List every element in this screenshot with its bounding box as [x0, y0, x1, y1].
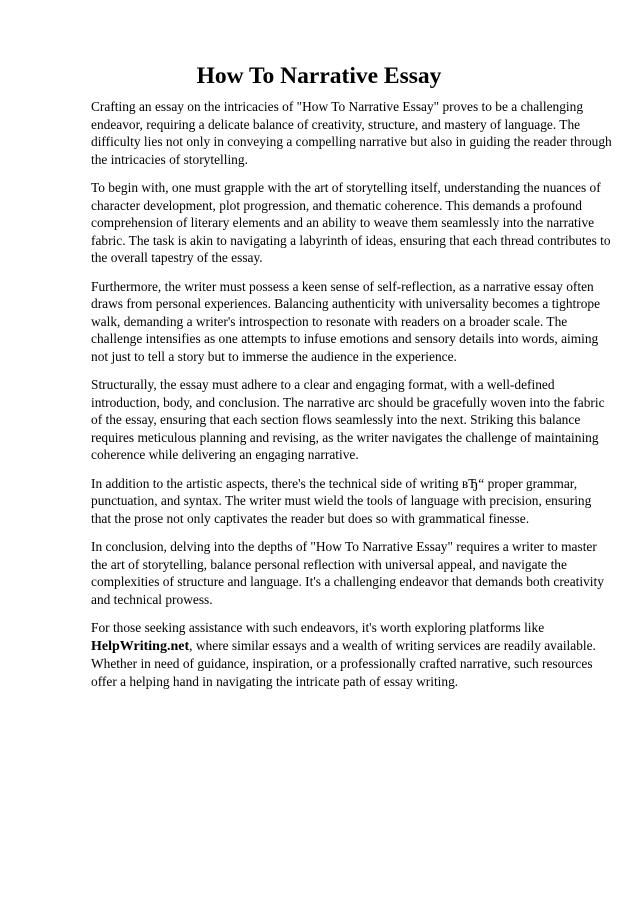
paragraph-4 [91, 376, 605, 464]
text-line: of the essay, ensuring that each section flows seamlessly into the next. Striking this balance [91, 412, 581, 427]
text-line: coherence while delivering an engaging narrative. [91, 447, 359, 462]
text-line: introduction, body, and conclusion. The narrative arc should be gracefully woven into the fabric [91, 394, 605, 410]
text-line: not just to tell a story but to immerse the audience in the experience. [91, 348, 457, 364]
text-line: and technical prowess. [91, 591, 213, 607]
paragraph-2 [91, 179, 611, 267]
text-line: Structurally, the essay must adhere to a clear and engaging format, with a well-defined [91, 377, 555, 392]
text-line: In conclusion, delving into the depths of "How To Narrative Essay" requires a writer to master [91, 539, 597, 554]
text-line: fabric. The task is akin to navigating a labyrinth of ideas, ensuring that each thread contributes to [91, 232, 611, 248]
text-line: For those seeking assistance with such endeavors, it's worth exploring platforms like [91, 620, 545, 635]
text-line: Crafting an essay on the intricacies of "How To Narrative Essay" proves to be a challenging [91, 99, 584, 114]
text-line [91, 637, 601, 656]
text-line: To begin with, one must grapple with the art of storytelling itself, understanding the nuances of [91, 180, 601, 195]
text-fragment: , where similar essays and a wealth of writing services are readily available. [189, 637, 596, 653]
paragraph-5 [91, 475, 601, 528]
text-line: walk, demanding a writer's introspection to resonate with readers on a broader scale. The [91, 313, 568, 329]
text-line: requires meticulous planning and revising, as the writer navigates the challenge of maintaining [91, 429, 599, 445]
text-line: that the prose not only captivates the reader but does so with grammatical finesse. [91, 510, 530, 526]
text-line: challenge intensifies as one attempts to infuse emotions and sensory details into words, aiming [91, 331, 599, 346]
text-line: difficulty lies not only in conveying a compelling narrative but also in guiding the reader through [91, 134, 612, 149]
text-line: complexities of structure and language. It's a challenging endeavor that demands both creativity [91, 574, 604, 589]
text-line: the art of storytelling, balance personal reflection with universal appeal, and navigate the [91, 556, 567, 572]
paragraph-6 [91, 538, 604, 608]
text-line: Furthermore, the writer must possess a keen sense of self-reflection, as a narrative essay often [91, 278, 594, 294]
text-line: draws from personal experiences. Balancing authenticity with universality becomes a tightrope [91, 296, 601, 311]
paragraph-3 [91, 278, 601, 366]
helpwriting-link[interactable]: HelpWriting.net [91, 638, 190, 654]
text-line: Whether in need of guidance, inspiration, or a professionally crafted narrative, such resources [91, 656, 593, 671]
paragraph-7 [91, 619, 601, 690]
text-line: character development, plot progression, and thematic coherence. This demands a profound [91, 197, 582, 213]
text-line: the overall tapestry of the essay. [91, 250, 263, 265]
document-body [91, 98, 612, 701]
text-line: the intricacies of storytelling. [91, 151, 248, 167]
paragraph-1 [91, 98, 612, 168]
text-line: In addition to the artistic aspects, there's the technical side of writing вЂ“ proper grammar, [91, 475, 578, 491]
document-title: How To Narrative Essay [196, 63, 442, 89]
text-line: offer a helping hand in navigating the intricate path of essay writing. [91, 673, 459, 689]
text-line: comprehension of literary elements and an ability to weave them seamlessly into the narrative [91, 215, 595, 230]
text-line: punctuation, and syntax. The writer must wield the tools of language with precision, ensuring [91, 493, 592, 508]
text-line: endeavor, requiring a delicate balance of creativity, structure, and mastery of language. The [91, 116, 581, 132]
